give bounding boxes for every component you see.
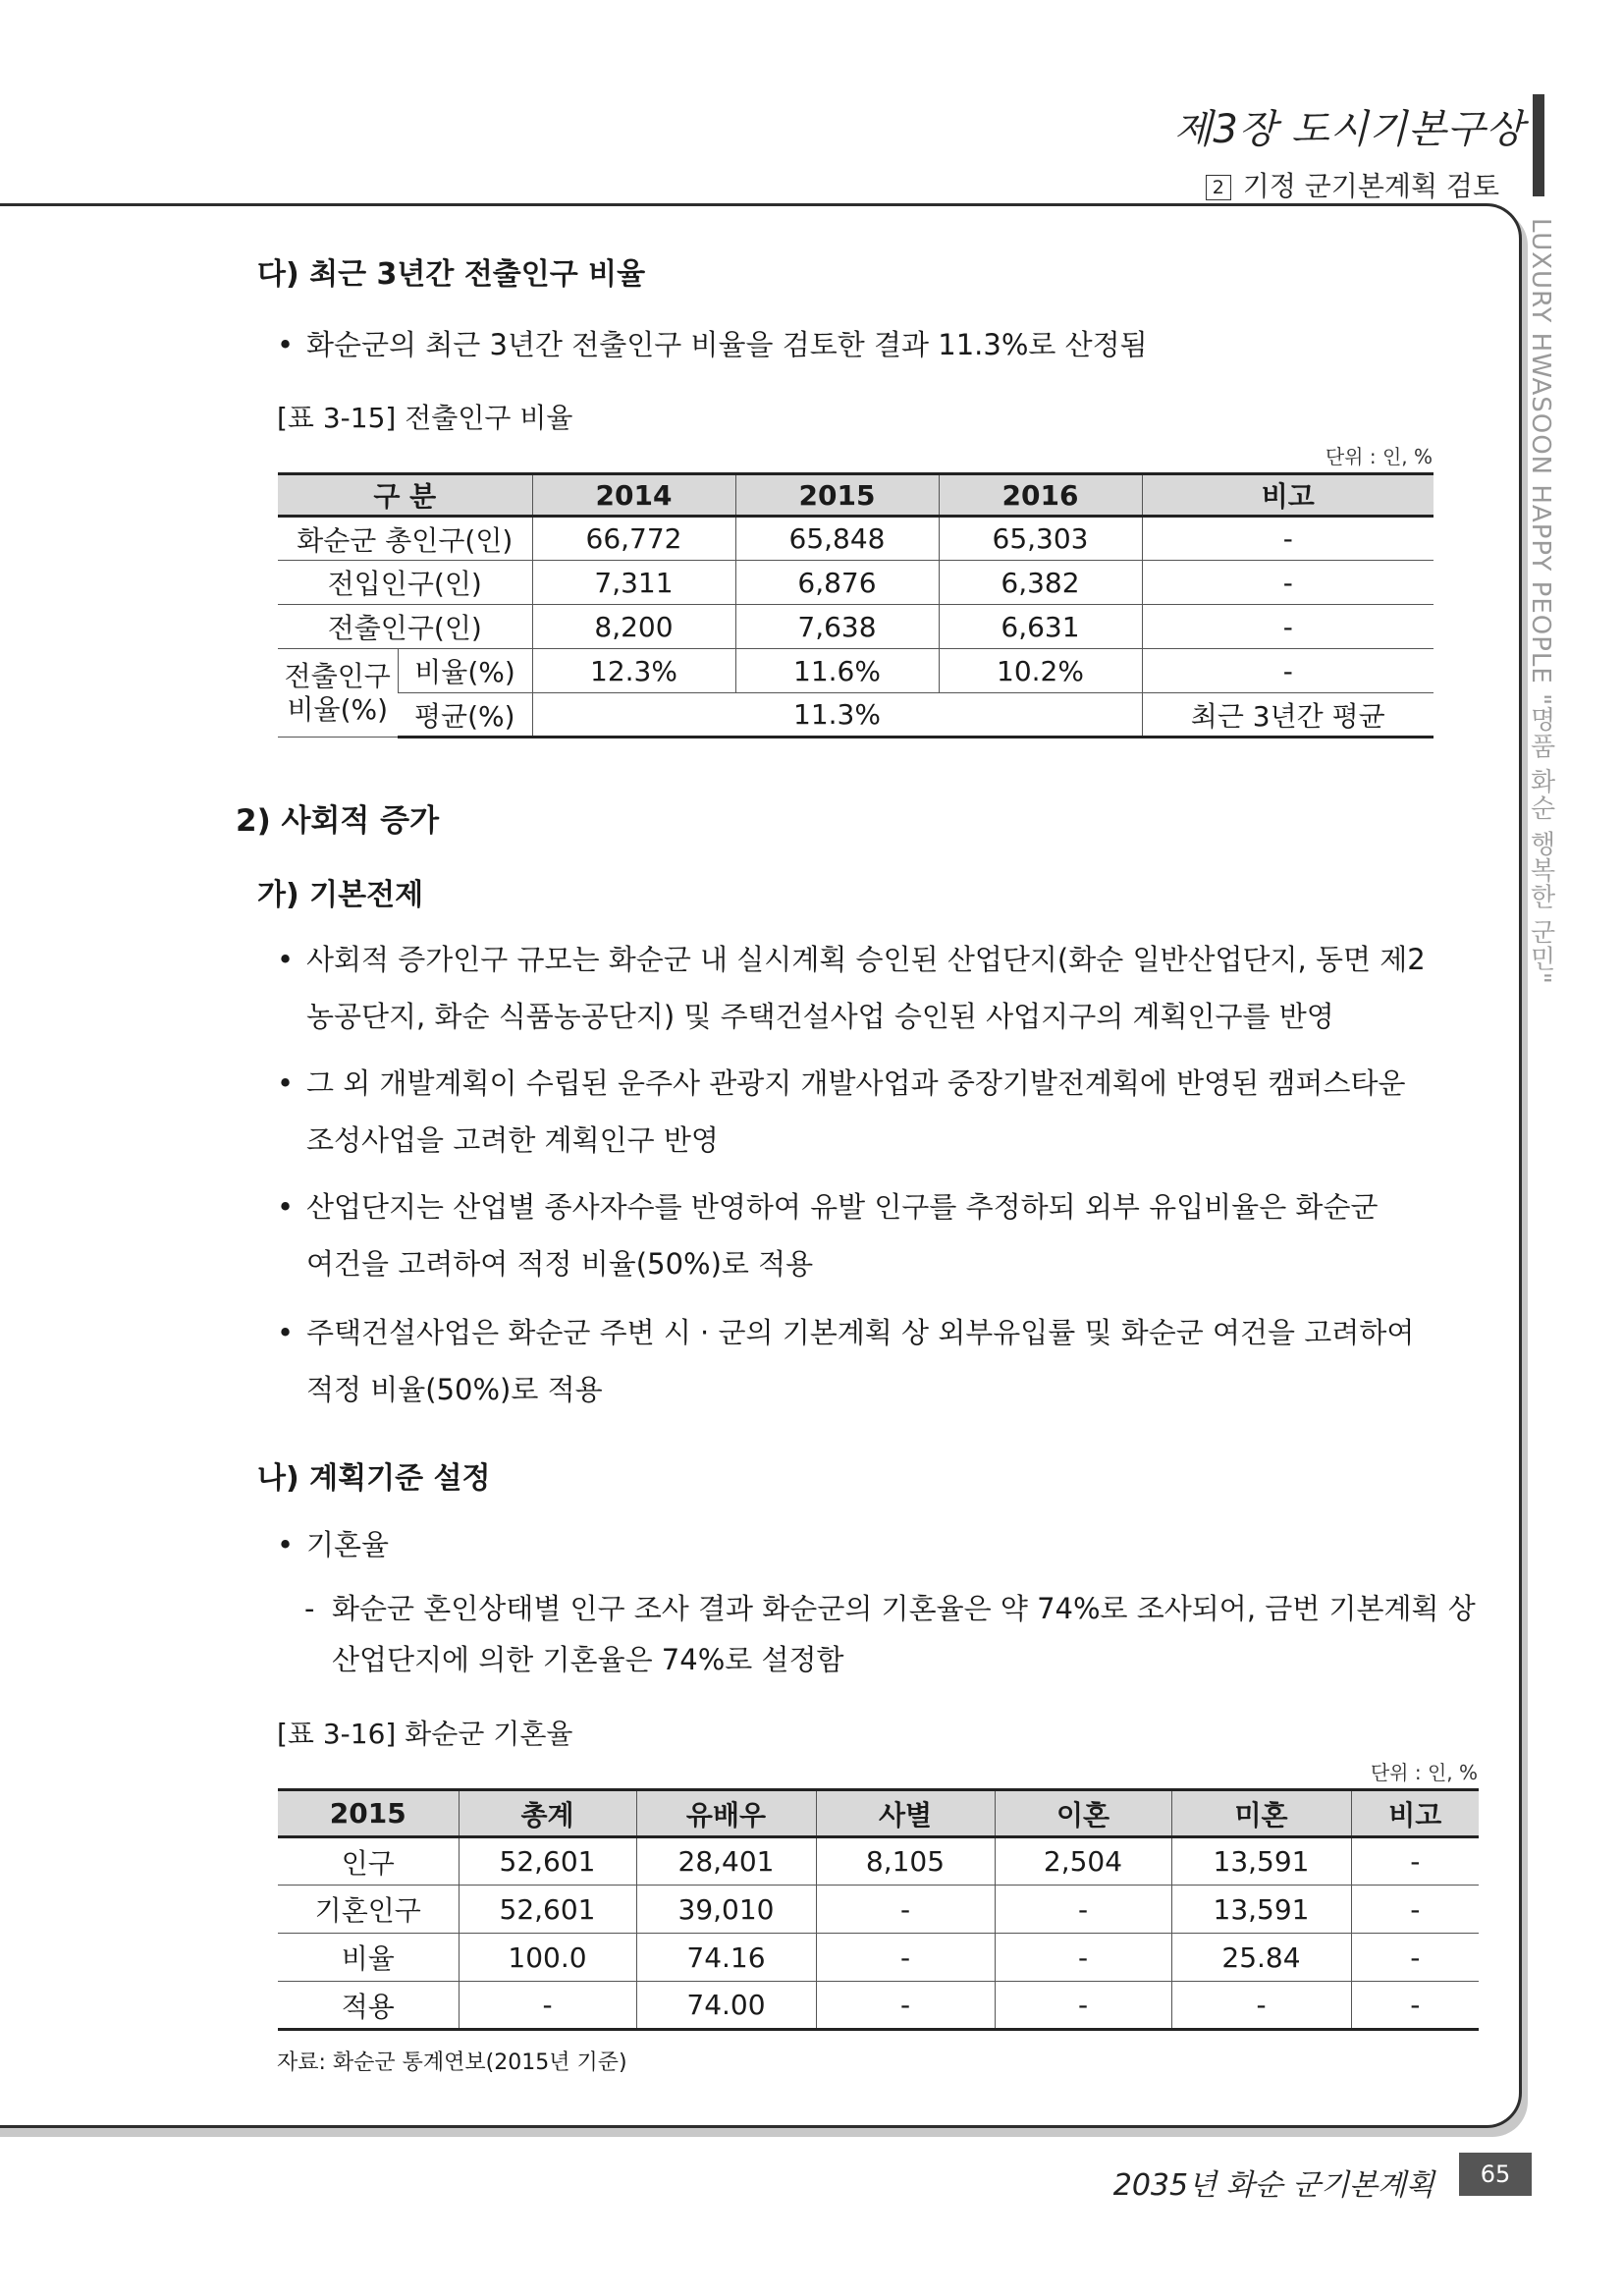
table-cell: - [1142,605,1434,649]
section-title: 기정 군기본계획 검토 [1242,170,1499,202]
table-cell: 74.16 [636,1934,816,1982]
row-label: 비율(%) [398,649,532,693]
table-cell: 28,401 [636,1837,816,1886]
table-cell: 13,591 [1171,1837,1351,1886]
table2-unit: 단위 : 인, % [1370,1761,1478,1784]
bullet-line: 조성사업을 고려한 계획인구 반영 [306,1123,719,1157]
table-row [278,1934,1479,1982]
dash-line: 화순군 혼인상태별 인구 조사 결과 화순군의 기혼율은 약 74%로 조사되어, 금번 기본계획 상 [332,1592,1476,1625]
side-slogan: LUXURY HWASOON HAPPY PEOPLE "명품 화순 행복한 군민" [1526,218,1555,985]
table-header-cell: 유배우 [636,1790,816,1837]
table-header-cell: 미혼 [1171,1790,1351,1837]
table-cell: - [816,1982,995,2030]
table-header-cell: 총계 [459,1790,636,1837]
bullet-dot-icon: • [277,943,295,976]
table1-unit: 단위 : 인, % [1325,445,1433,468]
table-row [278,1982,1479,2030]
dash-item-marriage [304,1583,1510,1685]
bullet-marriage-rate [277,1516,1485,1573]
table-header-row [278,474,1434,517]
heading-recent-outflow: 다) 최근 3년간 전출인구 비율 [257,257,646,292]
table-cell: - [1142,561,1434,605]
table2-title: [표 3-16] 화순군 기혼율 [277,1718,573,1750]
row-label: 화순군 총인구(인) [278,517,532,561]
table-cell: 7,311 [532,561,735,605]
table-cell: 7,638 [735,605,939,649]
table-header-cell: 2014 [532,474,735,517]
table-cell: - [995,1886,1171,1934]
table-header-cell: 2015 [735,474,939,517]
bullet-premise [277,1055,1485,1169]
bullet-text: 화순군의 최근 3년간 전출인구 비율을 검토한 결과 11.3%로 산정됨 [306,328,1148,361]
bullet-premise [277,931,1485,1045]
bullet-dot-icon: • [277,1066,295,1100]
table-cell: - [1351,1934,1479,1982]
heading-social-increase: 2) 사회적 증가 [236,803,440,839]
table-cell: 65,303 [939,517,1142,561]
table-outflow-ratio [278,472,1434,738]
table-cell: 11.3% [532,693,1142,738]
table-cell: - [995,1934,1171,1982]
table2-source: 자료: 화순군 통계연보(2015년 기준) [277,2050,627,2075]
bullet-premise [277,1304,1485,1418]
table-cell: 25.84 [1171,1934,1351,1982]
footer-title: 2035년 화순 군기본계획 [1112,2168,1434,2203]
bullet-dot-icon: • [277,1190,295,1224]
row-label: 인구 [278,1837,459,1886]
table-cell: - [816,1886,995,1934]
table-cell: 100.0 [459,1934,636,1982]
row-label: 전출인구(인) [278,605,532,649]
bullet-dot-icon: • [277,1528,295,1561]
row-label: 평균(%) [398,693,532,738]
row-label: 적용 [278,1982,459,2030]
page-number: 65 [1459,2153,1532,2196]
bullet-line: 주택건설사업은 화순군 주변 시 · 군의 기본계획 상 외부유입률 및 화순군 여건을 고려하여 [306,1316,1415,1349]
table-row [278,649,1434,693]
table-cell: 6,382 [939,561,1142,605]
table-header-cell: 이혼 [995,1790,1171,1837]
table-cell: - [1351,1837,1479,1886]
table-row [278,1837,1479,1886]
bullet-premise [277,1178,1485,1292]
table-row [278,1886,1479,1934]
table-row [278,561,1434,605]
chapter-bar [1533,94,1544,196]
bullet-line: 적정 비율(50%)로 적용 [306,1373,603,1406]
table-cell: - [816,1934,995,1982]
table-cell: 6,631 [939,605,1142,649]
table-cell: 10.2% [939,649,1142,693]
table-header-row [278,1790,1479,1837]
page-header [0,0,1623,206]
group-label [278,649,398,738]
table-cell: - [1351,1886,1479,1934]
table-cell: - [1351,1982,1479,2030]
table-cell: - [459,1982,636,2030]
table-cell: 52,601 [459,1886,636,1934]
group-label-line: 전출인구 [284,659,391,692]
heading-planning-standard: 나) 계획기준 설정 [257,1461,491,1496]
table-row [278,693,1434,738]
table-cell: - [995,1982,1171,2030]
bullet-line: 농공단지, 화순 식품농공단지) 및 주택건설사업 승인된 사업지구의 계획인구를 반영 [306,1000,1334,1033]
table-marriage-rate [278,1788,1479,2031]
bullet-dot-icon: • [277,328,295,361]
dash-line: 산업단지에 의한 기혼율은 74%로 설정함 [332,1643,844,1676]
group-label-line: 비율(%) [287,692,389,726]
table-header-cell: 비고 [1142,474,1434,517]
table-cell: 11.6% [735,649,939,693]
section-subtitle [1206,165,1499,204]
table-cell: 8,200 [532,605,735,649]
table-cell: 65,848 [735,517,939,561]
table-cell: 13,591 [1171,1886,1351,1934]
table1-title: [표 3-15] 전출인구 비율 [277,402,573,434]
table-cell: 12.3% [532,649,735,693]
table-cell: 최근 3년간 평균 [1142,693,1434,738]
table-header-cell: 2015 [278,1790,459,1837]
table-cell: 52,601 [459,1837,636,1886]
bullet-text: 기혼율 [306,1528,390,1561]
bullet-line: 사회적 증가인구 규모는 화순군 내 실시계획 승인된 산업단지(화순 일반산업단지, 동면 제2 [306,943,1426,976]
table-header-cell: 2016 [939,474,1142,517]
section-number-box: 2 [1206,175,1231,200]
bullet-line: 여건을 고려하여 적정 비율(50%)로 적용 [306,1247,814,1281]
table-cell: - [1142,517,1434,561]
row-label: 기혼인구 [278,1886,459,1934]
table-cell: 2,504 [995,1837,1171,1886]
table-cell: 6,876 [735,561,939,605]
table-cell: - [1142,649,1434,693]
table-header-cell: 비고 [1351,1790,1479,1837]
table-cell: 74.00 [636,1982,816,2030]
table-header-cell: 구 분 [278,474,532,517]
dash-marker-icon: - [304,1592,315,1625]
table-cell: - [1171,1982,1351,2030]
row-label: 전입인구(인) [278,561,532,605]
table-cell: 39,010 [636,1886,816,1934]
bullet-dot-icon: • [277,1316,295,1349]
table-cell: 8,105 [816,1837,995,1886]
bullet-line: 산업단지는 산업별 종사자수를 반영하여 유발 인구를 추정하되 외부 유입비율은 화순군 [306,1190,1379,1224]
table-cell: 66,772 [532,517,735,561]
table-row [278,517,1434,561]
heading-basic-premise: 가) 기본전제 [257,878,424,912]
row-label: 비율 [278,1934,459,1982]
table-header-cell: 사별 [816,1790,995,1837]
chapter-title: 제3장 도시기본구상 [1173,107,1525,152]
bullet-outflow-summary [277,316,1485,373]
bullet-line: 그 외 개발계획이 수립된 운주사 관광지 개발사업과 중장기발전계획에 반영된 캠퍼스타운 [306,1066,1406,1100]
table-row [278,605,1434,649]
